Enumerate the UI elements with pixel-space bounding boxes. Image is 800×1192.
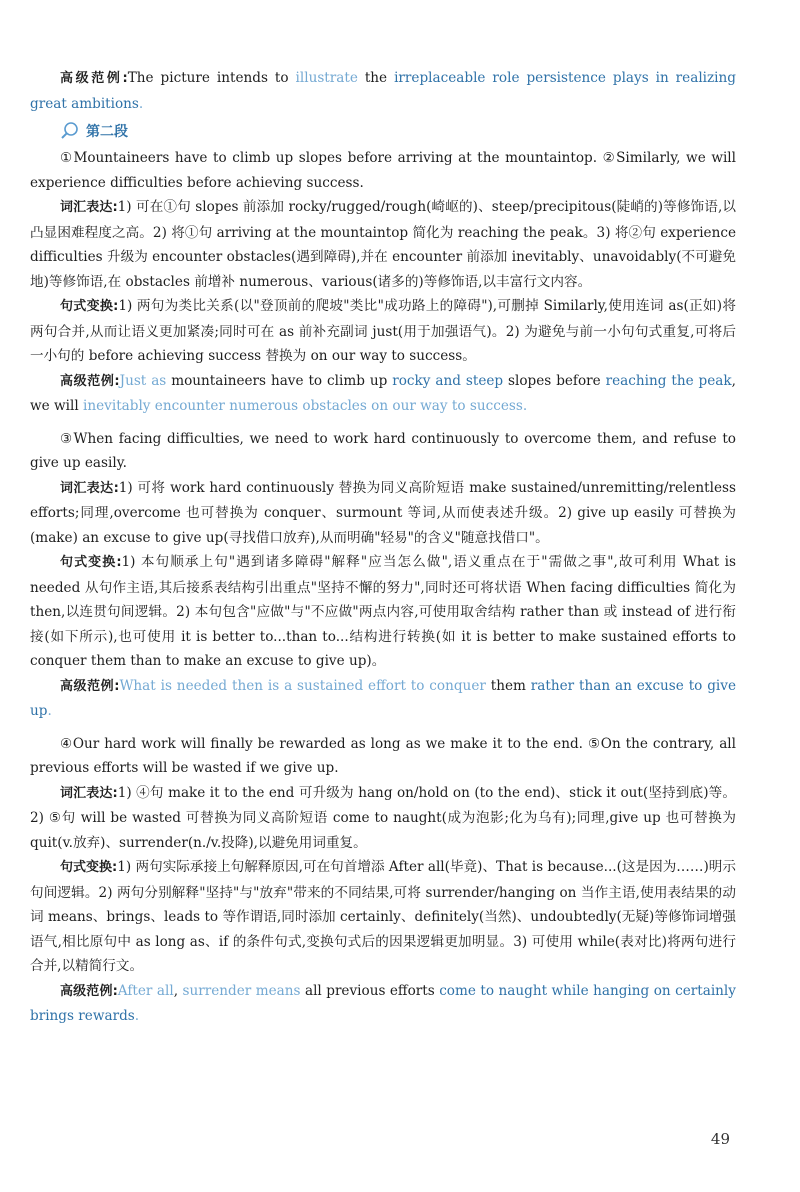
example-label xyxy=(60,679,119,694)
example-label xyxy=(60,374,120,389)
highlight: After all xyxy=(117,982,174,999)
highlight: surrender means xyxy=(182,982,301,999)
text: . xyxy=(47,703,52,719)
label-text: 词汇表达 xyxy=(60,480,114,496)
highlight: come to naught while hanging on certainly brings rewards xyxy=(30,982,736,1024)
label-text: 句式变换 xyxy=(60,860,113,875)
syntax-label xyxy=(60,555,122,570)
section-title: 第二段 xyxy=(86,124,128,140)
label-text: 高级范例 xyxy=(60,373,115,389)
label-text: 高级范例 xyxy=(60,71,123,86)
label-colon: : xyxy=(114,678,120,694)
vocab-label xyxy=(60,786,118,801)
label-colon: : xyxy=(122,71,128,86)
text: all previous efforts xyxy=(300,982,440,999)
highlight: inevitably encounter numerous obstacles on our way to success xyxy=(83,398,523,414)
vocab-label xyxy=(60,200,118,215)
text: them xyxy=(485,677,531,694)
vocab-paragraph xyxy=(30,195,736,294)
syntax-text: 1) 本句顺承上句"遇到诸多障碍"解释"应当怎么做",语义重点在于"需做之事",故可利用 What is needed 从句作主语,其后接系表结构引出重点"坚持不懈的努力",同时还可将状语 When facing difficulties 简化为 then,以连贯句间逻辑。2) 本句包含"应做"与"不应做"两点内容,可使用取舍结构 rather than 或 instead of 进行衔接(如下所示),也可使用 it is better to...than to...结构进行转换(如 it is better to make sustained efforts to conquer them than to make an excuse to give up)。 xyxy=(30,554,736,669)
syntax-text: 1) 两句实际承接上句解释原因,可在句首增添 After all(毕竟)、That is because...(这是因为……)明示句间逻辑。2) 两句分别解释"坚持"与"放弃"带来的不同结果,可将 surrender/hanging on 当作主语,使用表结果的动词 means、brings、leads to 等作谓语,同时添加 certainly、definitely(当然)、undoubtedly(无疑)等修饰词增强语气,相比原句中 as long as、if 的条件句式,变换句式后的因果逻辑更加明显。3) 可使用 while(表对比)将两句进行合并,以精简行文。 xyxy=(30,859,736,974)
section-heading xyxy=(60,120,736,142)
vocab-paragraph xyxy=(30,781,736,856)
text: the xyxy=(357,70,395,86)
label-text: 句式变换 xyxy=(60,299,114,314)
magnifier-icon xyxy=(60,121,80,141)
vocab-label xyxy=(60,481,119,496)
label-colon: : xyxy=(116,555,122,570)
text: . xyxy=(138,95,144,112)
text: , xyxy=(173,982,183,999)
page-content xyxy=(30,66,736,1029)
label-colon: : xyxy=(112,785,118,801)
highlight: Just as xyxy=(119,372,167,389)
highlight: rocky and steep xyxy=(392,372,504,389)
source-sentences: ④Our hard work will finally be rewarded as long as we make it to the end. ⑤On the contrary, all previous efforts will be wasted if we give up. xyxy=(30,735,736,776)
label-text: 句式变换 xyxy=(60,555,117,570)
label-text: 词汇表达 xyxy=(60,200,113,215)
label-text: 高级范例 xyxy=(60,678,115,694)
highlight: rather than an excuse to give up xyxy=(30,677,737,719)
page-number: 49 xyxy=(710,1130,730,1148)
text: slopes before xyxy=(503,372,606,389)
syntax-text: 1) 两句为类比关系(以"登顶前的爬坡"类比"成功路上的障碍"),可删掉 Similarly,使用连词 as(正如)将两句合并,从而让语义更加紧凑;同时可在 as 前补充副词 just(用于加强语气)。2) 为避免与前一小句句式重复,可将后一小句的 before achieving success 替换为 on our way to success。 xyxy=(30,298,736,364)
highlight: irreplaceable role persistence plays in realizing great ambitions xyxy=(30,70,736,112)
label-text: 词汇表达 xyxy=(60,785,113,801)
example-paragraph xyxy=(30,979,736,1029)
text: mountaineers have to climb up xyxy=(166,372,393,389)
vocab-text: 1) 可将 work hard continuously 替换为同义高阶短语 make sustained/unremitting/relentless efforts;同理,overcome 也可替换为 conquer、surmount 等词,从而使表述升级。2) give up easily 可替换为(make) an excuse to give up(寻找借口放弃),从而明确"轻易"的含义"随意找借口"。 xyxy=(30,479,736,546)
vocab-paragraph xyxy=(30,476,736,551)
label-colon: : xyxy=(113,299,119,314)
syntax-paragraph xyxy=(30,855,736,979)
vocab-text: 1) 可在①句 slopes 前添加 rocky/rugged/rough(崎岖的)、steep/precipitous(陡峭的)等修饰语,以凸显困难程度之高。2) 将①句 arriving at the mountaintop 简化为 reaching the peak。3) 将②句 experience difficulties 升级为 encounter obstacles(遇到障碍),并在 encounter 前添加 inevitably、unavoidably(不可避免地)等修饰语,在 obstacles 前增补 numerous、various(诸多的)等修饰语,以丰富行文内容。 xyxy=(30,199,736,290)
highlight: What is needed then is a sustained effort to conquer xyxy=(119,677,486,694)
text: . xyxy=(522,398,528,414)
highlight: reaching the peak xyxy=(605,372,732,389)
text: . xyxy=(134,1008,140,1024)
vocab-text: 1) ④句 make it to the end 可升级为 hang on/hold on (to the end)、stick it out(坚持到底)等。2) ⑤句 will be wasted 可替换为同义高阶短语 come to naught(成为泡影;化为乌有);同理,give up 也可替换为 quit(v.放弃)、surrender(n./v.投降),以避免用词重复。 xyxy=(30,784,736,851)
label-colon: : xyxy=(112,200,118,215)
example-paragraph xyxy=(30,66,736,116)
syntax-label xyxy=(60,860,117,875)
example-label xyxy=(60,71,128,86)
syntax-paragraph xyxy=(30,550,736,674)
source-sentences: ③When facing difficulties, we need to work hard continuously to overcome them, and refuse to give up easily. xyxy=(30,430,736,471)
syntax-paragraph xyxy=(30,294,736,369)
text: The picture intends to xyxy=(127,70,296,86)
example-paragraph xyxy=(30,674,736,724)
syntax-label xyxy=(60,299,118,314)
source-sentences: ①Mountaineers have to climb up slopes before arriving at the mountaintop. ②Similarly, we will experience difficulties before achieving success. xyxy=(30,150,736,191)
label-colon: : xyxy=(112,860,118,875)
label-text: 高级范例 xyxy=(60,983,113,999)
text: , we will xyxy=(30,372,736,414)
example-paragraph xyxy=(30,369,736,419)
highlight: illustrate xyxy=(295,70,358,86)
example-label xyxy=(60,984,118,999)
label-colon: : xyxy=(114,373,120,389)
label-colon: : xyxy=(113,480,119,496)
label-colon: : xyxy=(112,983,118,999)
